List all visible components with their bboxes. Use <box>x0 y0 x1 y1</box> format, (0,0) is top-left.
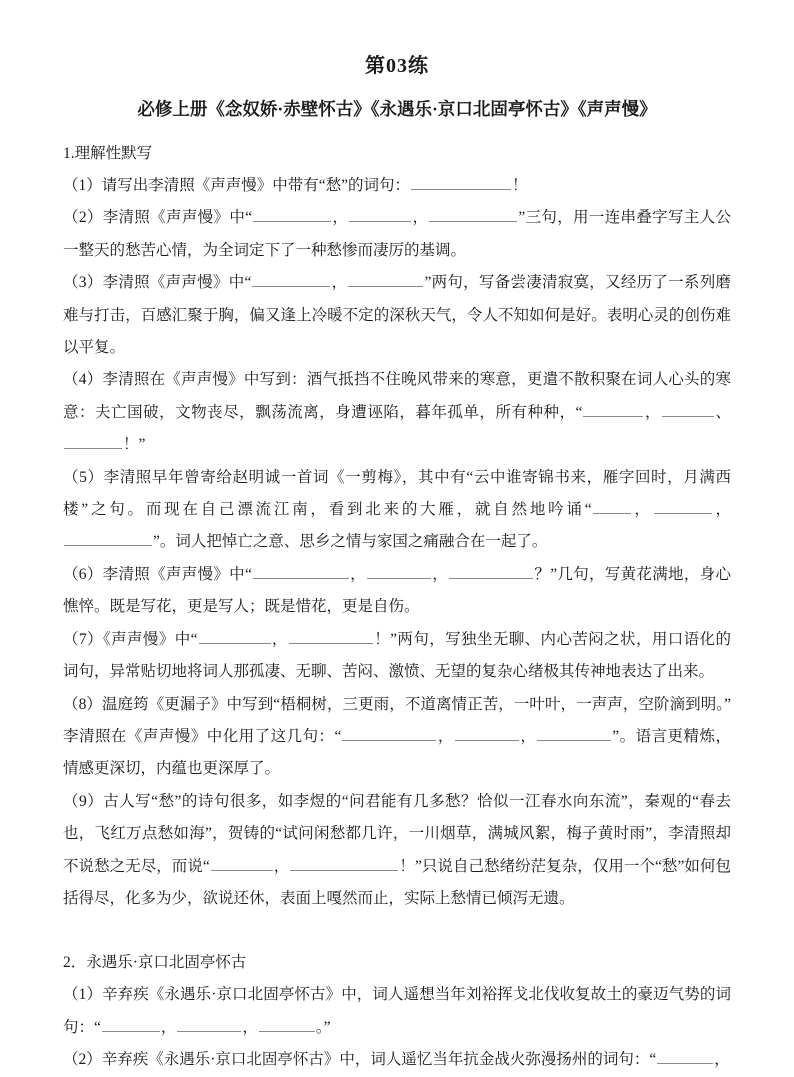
question-text: ， <box>331 274 348 292</box>
question-text: （5）李清照早年曾寄给赵明诚一首词《一剪梅》，其中有“云中谁寄锦书来，雁字回时，月满西楼”之句。而现在自己漂流江南，看到北来的大雁，就自然地吟诵“ <box>63 468 731 519</box>
section <box>63 138 731 915</box>
question-text: ， <box>160 1018 177 1036</box>
question-paragraph <box>63 1044 731 1076</box>
question-text: ”。语言更精炼，情感更深切，内蕴也更深厚了。 <box>63 727 731 778</box>
question-text: （3）李清照《声声慢》中“ <box>63 274 252 292</box>
answer-blank <box>342 727 436 741</box>
section-heading: 2．永遇乐·京口北固亭怀古 <box>63 954 247 972</box>
question-paragraph <box>63 689 731 786</box>
question-text: ， <box>437 727 454 745</box>
answer-blank <box>411 176 511 190</box>
answer-blank <box>449 565 533 579</box>
answer-blank <box>593 500 631 514</box>
question-text: ， <box>631 501 653 519</box>
question-text: ， <box>349 565 366 583</box>
question-text: ！ <box>512 177 528 194</box>
question-text: （1）请写出李清照《声声慢》中带有“愁”的词句： <box>63 177 411 194</box>
answer-blank <box>102 1018 160 1032</box>
answer-blank <box>64 435 122 449</box>
answer-blank <box>367 565 431 579</box>
question-text: ！”只说自己愁绪纷茫复杂，仅用一个“愁”如何包括得尽，化多为少，欲说还休，表面上嘎然而止，实际上愁情已倾泻无遗。 <box>63 857 731 907</box>
answer-blank <box>252 273 330 287</box>
question-text: ！”两句，写独坐无聊、内心苦闷之状，用口语化的词句，异常贴切地将词人那孤凄、无聊、苦闷、激愤、无望的复杂心绪极其传神地表达了出来。 <box>63 630 731 681</box>
doc-body <box>63 138 731 1077</box>
question-text: （7）《声声慢》中“ <box>63 630 198 648</box>
answer-blank <box>289 630 373 644</box>
question-paragraph <box>63 979 731 1044</box>
answer-blank <box>455 727 519 741</box>
question-paragraph <box>63 267 731 364</box>
section-heading: 1.理解性默写 <box>63 145 153 162</box>
question-text: （4）李清照在《声声慢》中写到：酒气抵挡不住晚风带来的寒意，更遣不散积聚在词人心头的寒意：夫亡国破，文物丧尽，飘荡流离，身遭诬陷，暮年孤单，所有种种，“ <box>63 371 731 421</box>
section <box>63 947 731 1076</box>
question-paragraph <box>63 462 731 559</box>
answer-blank <box>654 500 712 514</box>
question-paragraph <box>63 364 731 461</box>
question-paragraph <box>63 559 731 624</box>
question-text: ”两句，写备尝凄清寂寞，又经历了一系列磨难与打击，百感汇聚于胸，偏又逢上冷暖不定的深秋天气，令人不知如何是好。表明心灵的创伤难以平复。 <box>63 274 731 357</box>
answer-blank <box>657 1050 713 1064</box>
question-text: （2）李清照《声声慢》中“ <box>63 209 253 227</box>
question-text: （6）李清照《声声慢》中“ <box>63 565 252 583</box>
question-text: ”。词人把悼亡之意、思乡之情与家国之痛融合在一起了。 <box>153 533 548 551</box>
answer-blank <box>662 403 714 417</box>
question-text: ， <box>431 565 449 583</box>
answer-blank <box>348 273 423 287</box>
answer-blank <box>259 1018 315 1032</box>
question-text: ， <box>644 403 661 421</box>
question-text: （1）辛弃疾《永遇乐·京口北固亭怀古》中，词人遥想当年刘裕挥戈北伐收复故土的豪迈气势的词句：“ <box>63 986 731 1036</box>
answer-blank <box>211 857 273 871</box>
question-text: ？”几句，写黄花满地，身心憔悴。既是写花，更是写人；既是惜花，更是自伤。 <box>63 565 731 616</box>
question-paragraph <box>63 202 731 267</box>
question-text: ， <box>714 1051 730 1069</box>
question-text: ， <box>273 857 290 875</box>
doc-title: 第03练 <box>365 55 429 77</box>
question-paragraph <box>63 624 731 689</box>
question-paragraph <box>63 170 731 202</box>
question-text: ， <box>412 209 429 227</box>
question-text: ， <box>242 1018 258 1036</box>
answer-blank <box>349 208 411 222</box>
question-text: ”三句，用一连串叠字写主人公一整天的愁苦心情，为全词定下了一种愁惨而凄厉的基调。 <box>63 209 731 259</box>
question-paragraph <box>63 786 731 916</box>
question-text: 。” <box>315 1018 331 1036</box>
answer-blank <box>253 208 331 222</box>
question-text: ， <box>519 727 537 745</box>
answer-blank <box>290 857 398 871</box>
answer-blank <box>253 565 349 579</box>
answer-blank <box>177 1018 241 1032</box>
question-text: （2）辛弃疾《永遇乐·京口北固亭怀古》中，词人遥忆当年抗金战火弥漫扬州的词句：“ <box>63 1051 657 1069</box>
answer-blank <box>537 727 611 741</box>
answer-blank <box>583 403 643 417</box>
question-text: （9）古人写“愁”的诗句很多，如李煜的“问君能有几多愁？恰似一江春水向东流”，秦观的“春去也，飞红万点愁如海”，贺铸的“试问闲愁都几许，一川烟草，满城风絮，梅子黄时雨”，李清照却不说愁之无尽，而说“ <box>63 792 731 875</box>
question-text: ， <box>271 630 288 648</box>
question-text: 、 <box>714 403 731 421</box>
question-text: ！” <box>123 436 146 454</box>
question-text: （8）温庭筠《更漏子》中写到“梧桐树，三更雨，不道离情正苦，一叶叶，一声声，空阶滴到明。” 李清照在《声声慢》中化用了这几句：“ <box>63 695 731 745</box>
answer-blank <box>64 532 152 546</box>
answer-blank <box>429 208 517 222</box>
answer-blank <box>199 630 271 644</box>
question-text: ， <box>332 209 349 227</box>
doc-subtitle: 必修上册《念奴娇·赤壁怀古》《永遇乐·京口北固亭怀古》《声声慢》 <box>137 99 657 119</box>
question-text: ， <box>712 501 731 519</box>
